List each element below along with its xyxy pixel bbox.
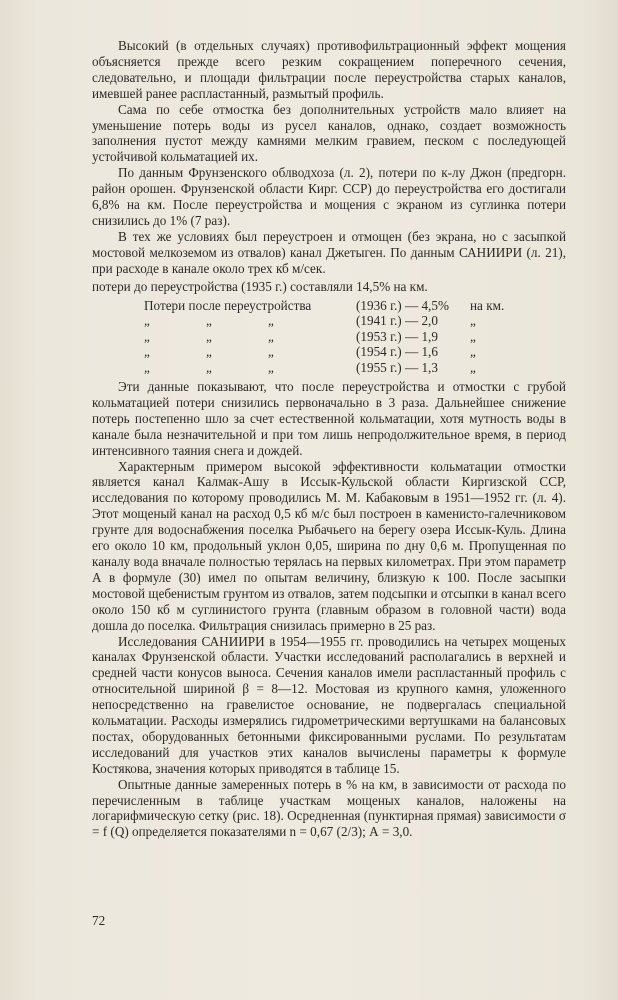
ditto-mark: „ (268, 359, 274, 375)
paragraph: Исследования САНИИРИ в 1954—1955 гг. проводились на четырех мощеных каналах Фрунзенской области. Участки исследований располагались в верхней и средней части конусов выноса. Сечения каналов имели распластанный профиль с относительной шириной β = 8—12. Мостовая из крупного камня, уложенного непосредственно на гравелистое основание, не подвергалась специальной кольматации. Расходы измерялись гидрометрическими вертушками на балансовых постах, оборудованных бетонными фиксированными руслами. По результатам исследований для участков этих каналов вычислены параметры к формуле Костякова, значения которых приводятся в таблице 15. (92, 633, 566, 776)
table-row (92, 360, 530, 376)
paragraph: По данным Фрунзенского облводхоза (л. 2), потери по к-лу Джон (предгорн. район орошен. Фрунзенской области Кирг. ССР) до переустройства его достигали 6,8% на км. После переустройства и мощения с экраном из суглинка потери снизились до 1% (7 раз). (92, 165, 566, 228)
paragraph: потери до переустройства (1935 г.) составляли 14,5% на км. (92, 278, 428, 294)
paragraph: Эти данные показывают, что после переустройства и отмостки с грубой кольматацией потери снизились первоначально в 3 раза. Дальнейшее снижение потерь постепенно шло за счет естественной кольматации, хотя мутность воды в канале была незначительной и при том лишь непродолжительное время, в период интенсивного таяния снега и дождей. (92, 379, 566, 458)
losses-value: (1941 г.) — 2,0 (356, 313, 438, 328)
losses-unit: „ (470, 359, 476, 375)
losses-value: (1953 г.) — 1,9 (356, 328, 438, 344)
table-row (92, 344, 530, 360)
ditto-mark: „ (268, 344, 274, 359)
ditto-mark: „ (144, 359, 150, 375)
paragraph: В тех же условиях был переустроен и отмощен (без экрана, но с засыпкой мостовой мелкоземом из отвалов) канал Джетыген. По данным САНИИРИ (л. 21), при расходе в канале около трех кб м/сек. (92, 228, 566, 276)
ditto-mark: „ (268, 328, 274, 344)
losses-table (92, 298, 530, 376)
losses-value: (1936 г.) — 4,5% (356, 297, 449, 313)
ditto-mark: „ (206, 313, 212, 328)
losses-unit: „ (470, 344, 476, 359)
table-row (92, 298, 530, 314)
losses-value: (1954 г.) — 1,6 (356, 344, 438, 359)
ditto-mark: „ (144, 344, 150, 359)
ditto-mark: „ (206, 359, 212, 375)
losses-unit: „ (470, 328, 476, 344)
losses-unit: „ (470, 313, 476, 328)
table-row (92, 329, 530, 345)
ditto-mark: „ (206, 344, 212, 359)
paragraph: Высокий (в отдельных случаях) противофильтрационный эффект мощения объясняется прежде всего резким сокращением поперечного сечения, следовательно, и площади фильтрации после переустройства старых каналов, имевшей ранее распластанный, размытый профиль. (92, 38, 566, 101)
losses-value: (1955 г.) — 1,3 (356, 359, 438, 375)
ditto-mark: „ (144, 313, 150, 328)
paragraph: Сама по себе отмостка без дополнительных устройств мало влияет на уменьшение потерь воды из русел каналов, однако, создает возможность заполнения пустот между камнями мелким гравием, песком с последующей устойчивой кольматацией их. (92, 101, 566, 165)
paragraph: Характерным примером высокой эффективности кольматации отмостки является канал Калмак-Ашу в Иссык-Кульской области Киргизской ССР, исследования по которому проводились М. М. Кабаковым в 1951—1952 гг. (л. 4). Этот мощеный канал на расход 0,5 кб м/с был построен в каменисто-галечниковом грунте для водоснабжения поселка Рыбачьего на берегу озера Иссык-Куль. Длина его около 10 км, продольный уклон 0,05, ширина по дну 0,6 м. Пропущенная по каналу вода вначале полностью терялась на первых километрах. При этом параметр А в формуле (30) имел по опытам величину, близкую к 100. После засыпки мостовой щебенистым грунтом из отвалов, затем подсыпки и отсыпки в канал всего около 150 кб м суглинистого грунта (главным образом в головной части) вода дошла до поселка. Фильтрация снизилась примерно в 25 раз. (92, 458, 567, 633)
losses-unit: на км. (470, 297, 505, 313)
page-number: 72 (92, 913, 106, 928)
table-row (92, 313, 530, 329)
ditto-mark: „ (268, 313, 274, 328)
ditto-mark: „ (206, 328, 212, 344)
losses-lead: Потери после переустройства (144, 297, 312, 313)
text-column (92, 38, 566, 840)
paragraph: Опытные данные замеренных потерь в % на км, в зависимости от расхода по перечисленным в таблице участкам мощеных каналов, наложены на логарифмическую сетку (рис. 18). Осредненная (пунктирная прямая) зависимости σ = f (Q) определяется показателями n = 0,67 (2/3); А = 3,0. (92, 776, 566, 840)
ditto-mark: „ (144, 328, 150, 344)
